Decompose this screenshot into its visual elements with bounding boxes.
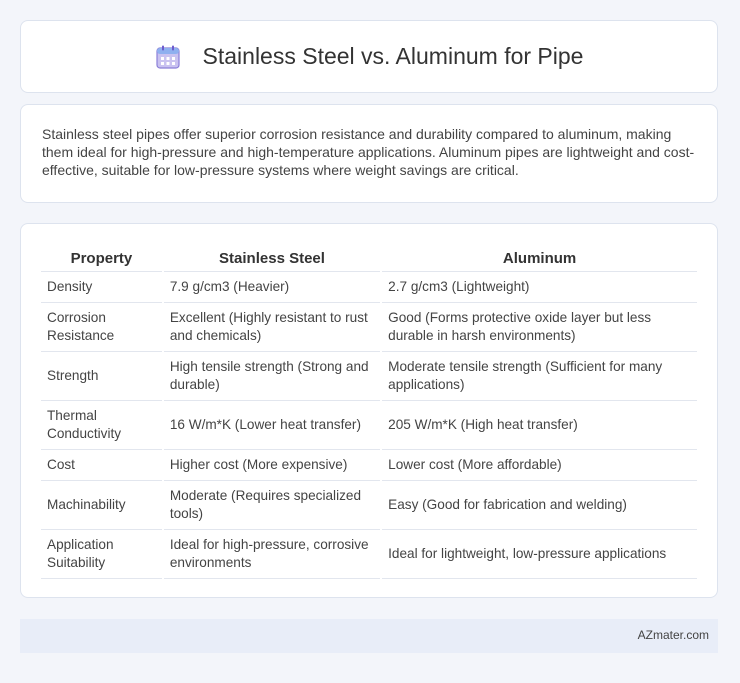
intro-card — [20, 104, 718, 203]
cell-stainless-steel: Excellent (Highly resistant to rust and chemicals) — [164, 303, 380, 352]
comparison-card — [20, 223, 718, 598]
cell-property: Application Suitability — [41, 530, 162, 579]
header-aluminum: Aluminum — [382, 243, 697, 272]
cell-property: Machinability — [41, 481, 162, 530]
table-row — [41, 352, 697, 401]
page-title: Stainless Steel vs. Aluminum for Pipe — [202, 43, 584, 69]
table-row — [41, 450, 697, 481]
cell-stainless-steel: 16 W/m*K (Lower heat transfer) — [164, 401, 380, 450]
cell-property: Strength — [41, 352, 162, 401]
comparison-table — [39, 243, 699, 579]
cell-aluminum: Lower cost (More affordable) — [382, 450, 697, 481]
cell-aluminum: Moderate tensile strength (Sufficient for many applications) — [382, 352, 697, 401]
cell-property: Density — [41, 272, 162, 303]
table-row — [41, 303, 697, 352]
cell-property: Corrosion Resistance — [41, 303, 162, 352]
cell-property: Cost — [41, 450, 162, 481]
title-card — [20, 20, 718, 93]
table-row — [41, 530, 697, 579]
table-row — [41, 401, 697, 450]
cell-aluminum: Good (Forms protective oxide layer but less durable in harsh environments) — [382, 303, 697, 352]
footer — [20, 619, 718, 653]
cell-stainless-steel: Ideal for high-pressure, corrosive environments — [164, 530, 380, 579]
cell-aluminum: 205 W/m*K (High heat transfer) — [382, 401, 697, 450]
cell-stainless-steel: 7.9 g/cm3 (Heavier) — [164, 272, 380, 303]
intro-text: Stainless steel pipes offer superior corrosion resistance and durability compared to aluminum, making them ideal for high-pressure and high-temperature applications. Aluminum pipes are lightweight and cost-effective, suitable for low-pressure systems where weight savings are critical. — [42, 126, 695, 178]
cell-aluminum: Ideal for lightweight, low-pressure applications — [382, 530, 697, 579]
table-header-row — [41, 243, 697, 272]
table-row — [41, 481, 697, 530]
cell-property: Thermal Conductivity — [41, 401, 162, 450]
cell-stainless-steel: High tensile strength (Strong and durable) — [164, 352, 380, 401]
cell-stainless-steel: Moderate (Requires specialized tools) — [164, 481, 380, 530]
calendar-icon — [155, 44, 181, 70]
header-property: Property — [41, 243, 162, 272]
footer-brand: AZmater.com — [637, 628, 709, 642]
table-row — [41, 272, 697, 303]
cell-aluminum: 2.7 g/cm3 (Lightweight) — [382, 272, 697, 303]
cell-aluminum: Easy (Good for fabrication and welding) — [382, 481, 697, 530]
header-stainless-steel: Stainless Steel — [164, 243, 380, 272]
cell-stainless-steel: Higher cost (More expensive) — [164, 450, 380, 481]
